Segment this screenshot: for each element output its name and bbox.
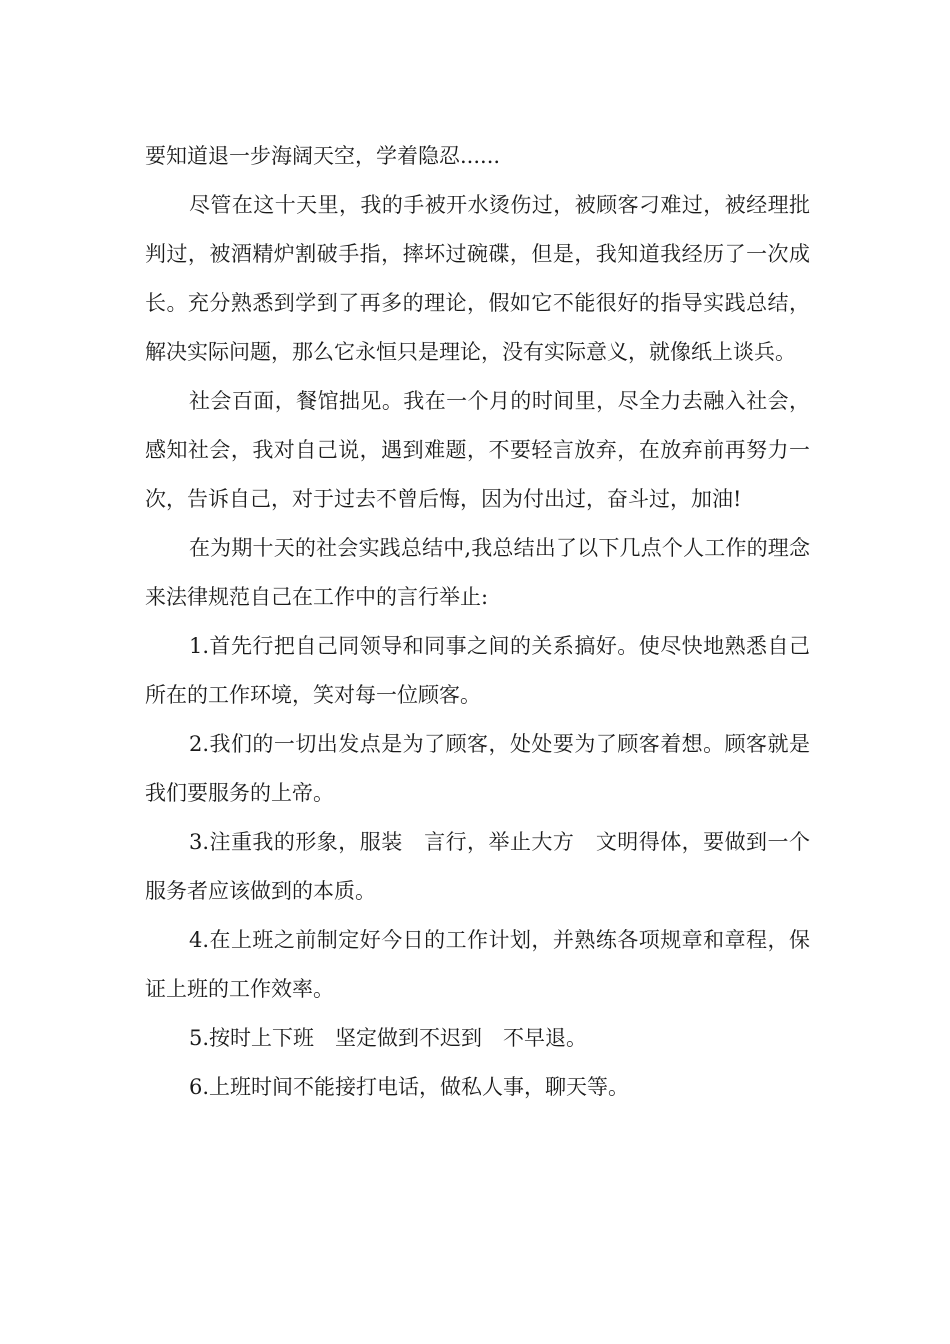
list-item-5: 5.按时上下班 坚定做到不迟到 不早退。 <box>189 1026 588 1050</box>
document-body <box>145 132 810 1112</box>
list-item-4: 4.在上班之前制定好今日的工作计划，并熟练各项规章和章程，保证上班的工作效率。 <box>145 928 810 1001</box>
list-item-1: 1.首先行把自己同领导和同事之间的关系搞好。使尽快地熟悉自己所在的工作环境，笑对每一位顾客。 <box>145 634 810 707</box>
paragraph-society: 社会百面，餐馆拙见。我在一个月的时间里，尽全力去融入社会，感知社会，我对自己说，遇到难题，不要轻言放弃，在放弃前再努力一次，告诉自己，对于过去不曾后悔，因为付出过，奋斗过，加油! <box>145 389 810 511</box>
paragraph-continuation: 要知道退一步海阔天空，学着隐忍...... <box>145 144 501 168</box>
paragraph-summary-intro: 在为期十天的社会实践总结中,我总结出了以下几点个人工作的理念来法律规范自己在工作中的言行举止: <box>145 536 810 609</box>
list-item-3: 3.注重我的形象，服装 言行，举止大方 文明得体，要做到一个服务者应该做到的本质。 <box>145 830 810 903</box>
list-item-6: 6.上班时间不能接打电话，做私人事，聊天等。 <box>189 1075 630 1099</box>
paragraph-growth: 尽管在这十天里，我的手被开水烫伤过，被顾客刁难过，被经理批判过，被酒精炉割破手指，摔坏过碗碟，但是，我知道我经历了一次成长。充分熟悉到学到了再多的理论，假如它不能很好的指导实践总结，解决实际问题，那么它永恒只是理论，没有实际意义，就像纸上谈兵。 <box>145 193 810 364</box>
list-item-2: 2.我们的一切出发点是为了顾客，处处要为了顾客着想。顾客就是我们要服务的上帝。 <box>145 732 810 805</box>
